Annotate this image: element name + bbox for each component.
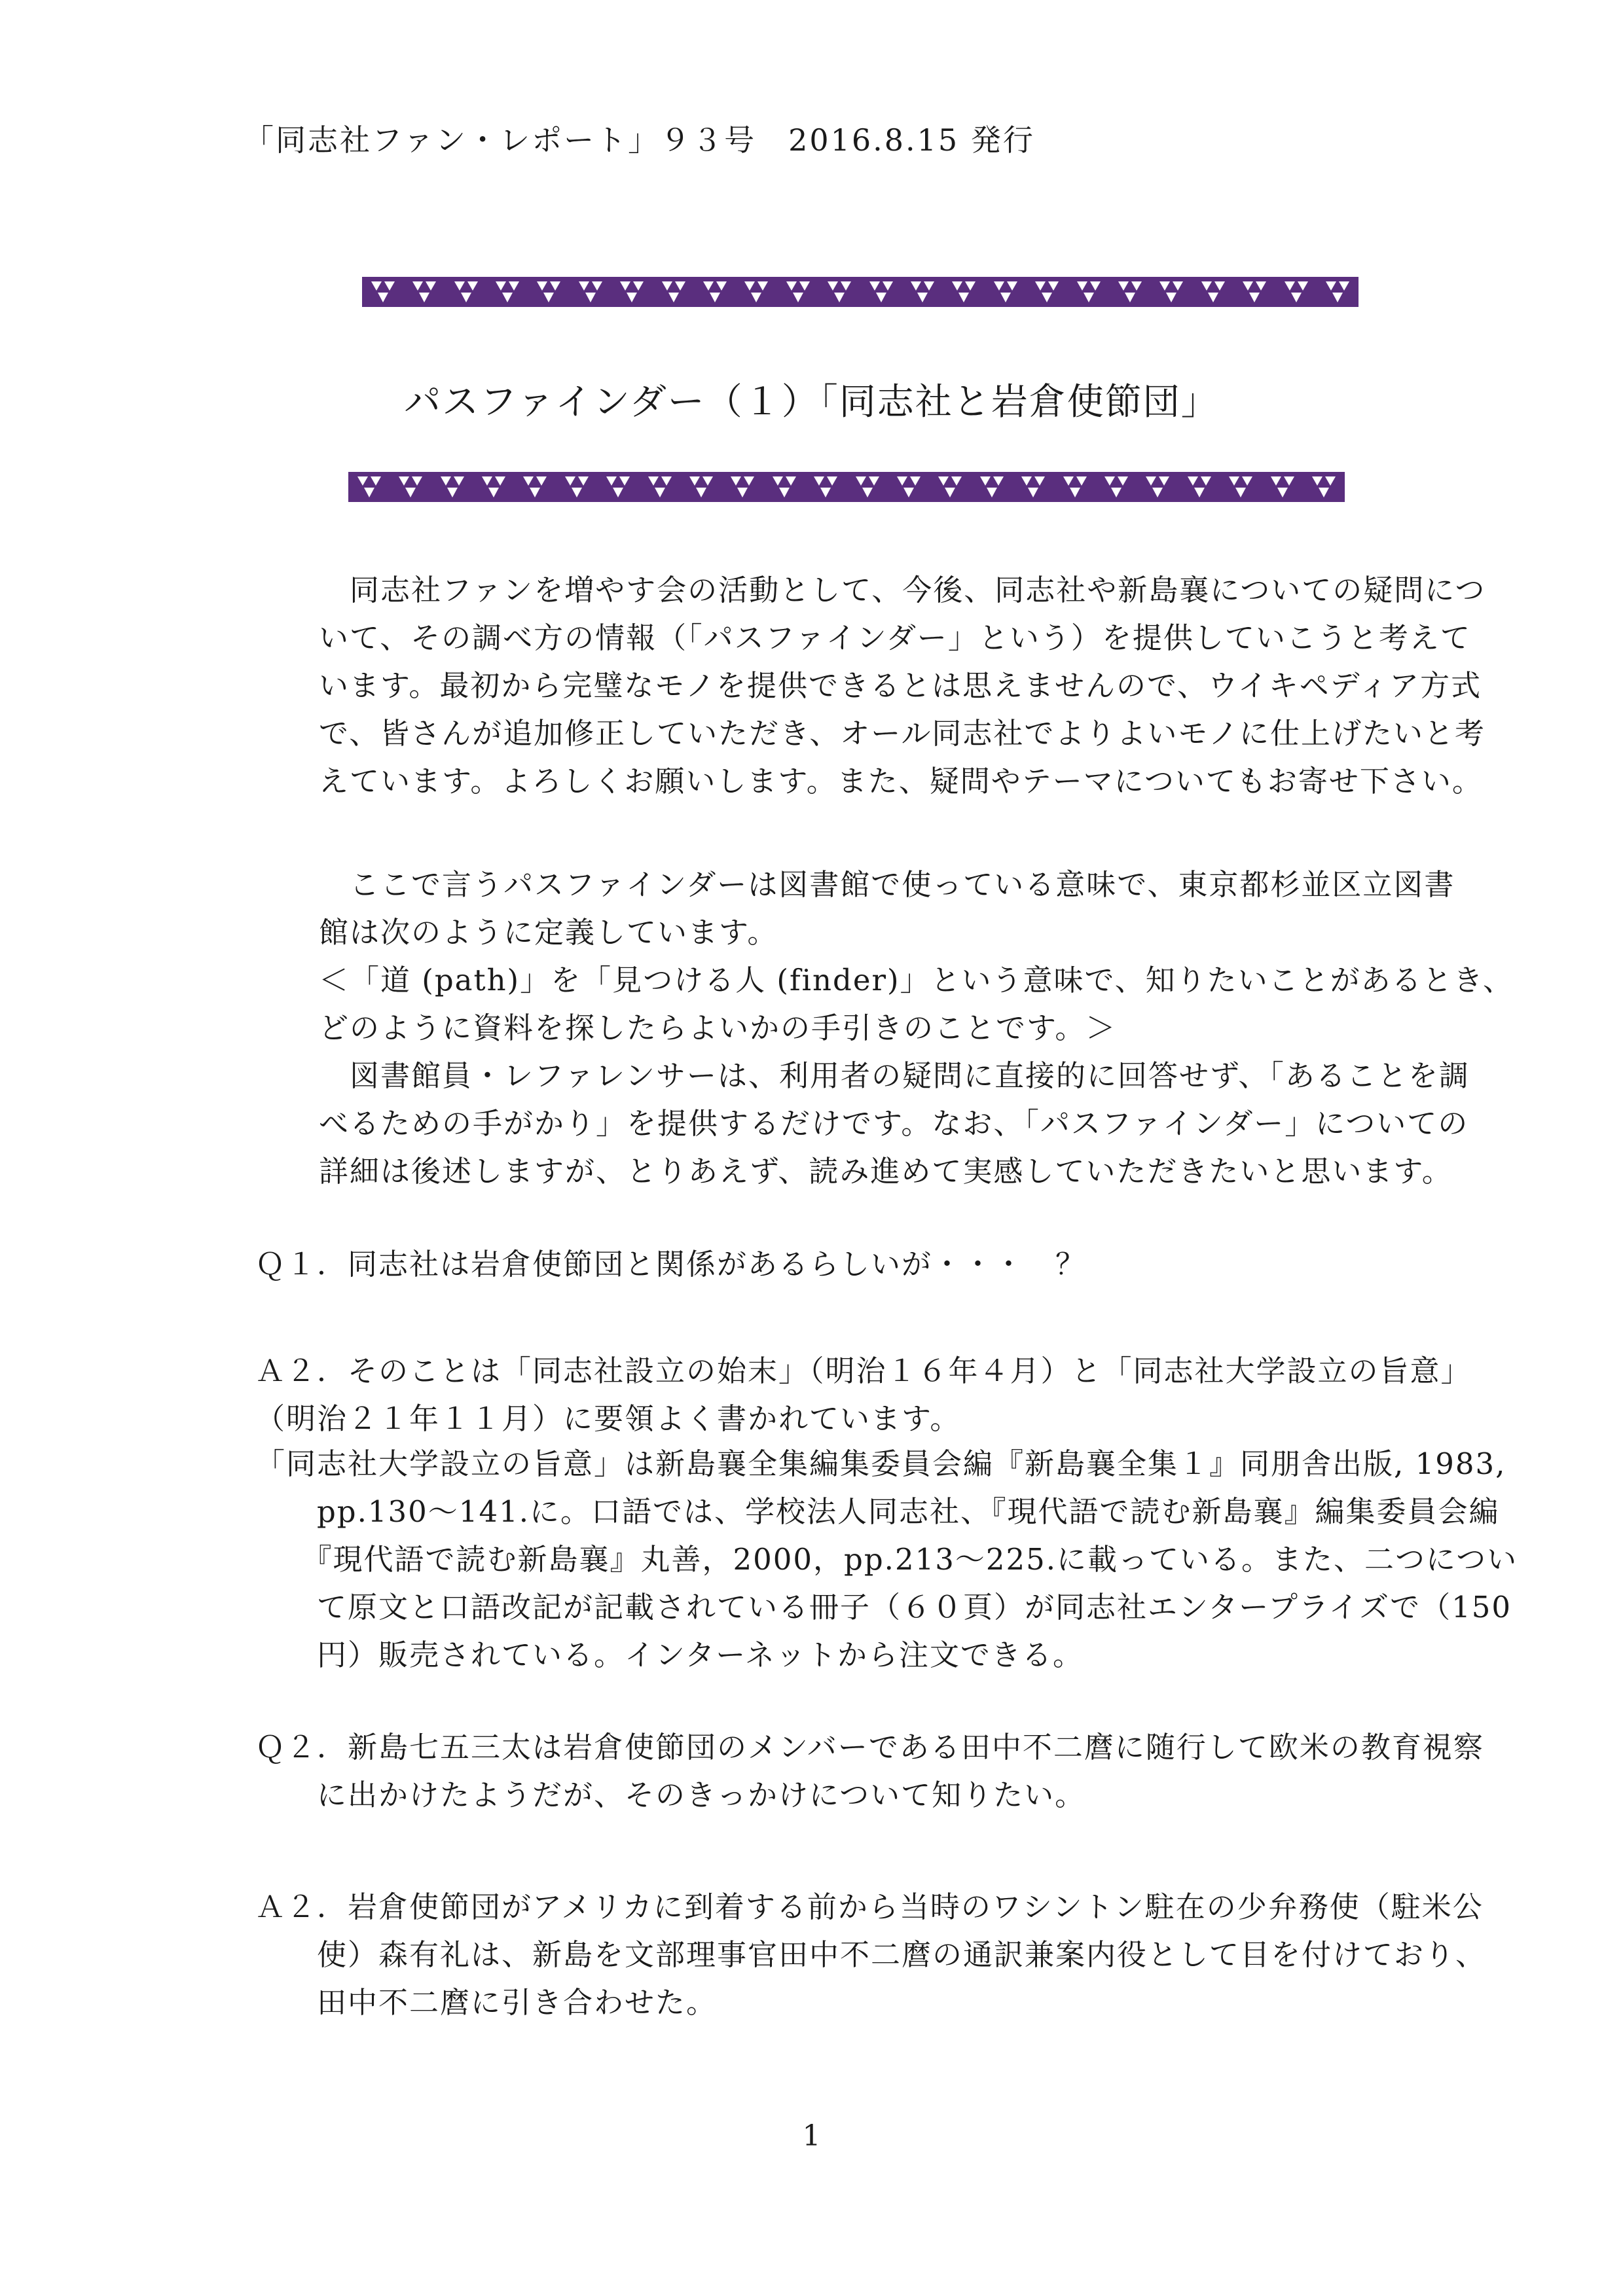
triple-triangle-crest-icon bbox=[977, 474, 1006, 500]
text-line: 「同志社大学設立の旨意」は新島襄全集編集委員会編『新島襄全集１』同朋舎出版, 1983, bbox=[255, 1446, 1506, 1481]
triple-triangle-crest-icon bbox=[811, 474, 840, 500]
triple-triangle-crest-icon bbox=[1019, 474, 1048, 500]
text-line: 詳細は後述しますが、とりあえず、読み進めて実感していただきたいと思います。 bbox=[319, 1154, 1453, 1189]
triple-triangle-crest-icon bbox=[770, 474, 799, 500]
reference-note bbox=[255, 1440, 1518, 1679]
triple-triangle-crest-icon bbox=[1061, 474, 1089, 500]
text-line: えています。よろしくお願いします。また、疑問やテーマについてもお寄せ下さい。 bbox=[319, 764, 1483, 798]
text-line: pp.130～141.に。口語では、学校法人同志社、『現代語で読む新島襄』編集委員会編 bbox=[255, 1494, 1500, 1529]
triple-triangle-crest-icon bbox=[825, 279, 854, 305]
triple-triangle-crest-icon bbox=[1102, 474, 1131, 500]
triple-triangle-crest-icon bbox=[1116, 279, 1144, 305]
triple-triangle-crest-icon bbox=[1240, 279, 1269, 305]
triple-triangle-crest-icon bbox=[853, 474, 882, 500]
triple-triangle-crest-icon bbox=[728, 474, 757, 500]
triple-triangle-crest-icon bbox=[438, 474, 467, 500]
triple-triangle-crest-icon bbox=[369, 279, 397, 305]
text-line: 図書館員・レファレンサーは、利用者の疑問に直接的に回答せず、「あることを調 bbox=[319, 1058, 1470, 1093]
decorative-band-bottom bbox=[348, 472, 1345, 502]
page-title: パスファインダー（１）「同志社と岩倉使節団」 bbox=[404, 381, 1219, 423]
triple-triangle-crest-icon bbox=[534, 279, 563, 305]
text-line: て原文と口語改記が記載されている冊子（６０頁）が同志社エンタープライズで（150 bbox=[255, 1590, 1512, 1624]
triple-triangle-crest-icon bbox=[1226, 474, 1255, 500]
text-line: 田中不二麿に引き合わせた。 bbox=[255, 1985, 718, 2020]
triple-triangle-crest-icon bbox=[520, 474, 549, 500]
triple-triangle-crest-icon bbox=[1143, 474, 1172, 500]
triple-triangle-crest-icon bbox=[867, 279, 896, 305]
text-line: います。最初から完璧なモノを提供できるとは思えませんので、ウイキペディア方式 bbox=[319, 668, 1482, 703]
triple-triangle-crest-icon bbox=[936, 474, 964, 500]
triple-triangle-crest-icon bbox=[687, 474, 716, 500]
triple-triangle-crest-icon bbox=[949, 279, 978, 305]
triple-triangle-crest-icon bbox=[396, 474, 425, 500]
triple-triangle-crest-icon bbox=[1309, 474, 1338, 500]
triple-triangle-crest-icon bbox=[1323, 279, 1352, 305]
triple-triangle-crest-icon bbox=[908, 279, 937, 305]
triple-triangle-crest-icon bbox=[784, 279, 812, 305]
question-1 bbox=[255, 1240, 1086, 1288]
triple-triangle-crest-icon bbox=[479, 474, 508, 500]
text-line: ここで言うパスファインダーは図書館で使っている意味で、東京都杉並区立図書 bbox=[319, 867, 1455, 902]
triple-triangle-crest-icon bbox=[452, 279, 481, 305]
question-text: Ｑ１．同志社は岩倉使節団と関係があるらしいが・・・ ？ bbox=[255, 1247, 1087, 1282]
triple-triangle-crest-icon bbox=[604, 474, 632, 500]
triple-triangle-crest-icon bbox=[1282, 279, 1311, 305]
text-line: 同志社ファンを増やす会の活動として、今後、同志社や新島襄についての疑問につ bbox=[319, 573, 1486, 607]
text-line: 館は次のように定義しています。 bbox=[319, 915, 778, 950]
triple-triangle-crest-icon bbox=[1032, 279, 1061, 305]
text-line: 使）森有礼は、新島を文部理事官田中不二麿の通訳兼案内役として目を付けており、 bbox=[255, 1937, 1487, 1972]
text-line: で、皆さんが追加修正していただき、オール同志社でよりよいモノに仕上げたいと考 bbox=[319, 716, 1486, 751]
triple-triangle-crest-icon bbox=[1074, 279, 1103, 305]
text-line: べるための手がかり」を提供するだけです。なお、「パスファインダー」についての bbox=[319, 1106, 1469, 1141]
decorative-band-top bbox=[362, 277, 1359, 307]
triple-triangle-crest-icon bbox=[1185, 474, 1214, 500]
question-2 bbox=[255, 1723, 1484, 1819]
text-line: に出かけたようだが、そのきっかけについて知りたい。 bbox=[255, 1778, 1086, 1812]
intro-paragraph bbox=[319, 566, 1486, 805]
answer-1 bbox=[255, 1347, 1472, 1443]
text-line: Ａ２．岩倉使節団がアメリカに到着する前から当時のワシントン駐在の少弁務使（駐米公 bbox=[255, 1890, 1484, 1924]
report-header: 「同志社ファン・レポート」９３号 2016.8.15 発行 bbox=[244, 122, 1035, 158]
page-number: 1 bbox=[802, 2119, 821, 2153]
triple-triangle-crest-icon bbox=[562, 474, 591, 500]
triple-triangle-crest-icon bbox=[742, 279, 771, 305]
triple-triangle-crest-icon bbox=[576, 279, 605, 305]
text-line: 『現代語で読む新島襄』丸善，2000，pp.213～225.に載っている。また、二つについ bbox=[255, 1542, 1518, 1577]
text-line: どのように資料を探したらよいかの手引きのことです。＞ bbox=[319, 1011, 1117, 1045]
triple-triangle-crest-icon bbox=[701, 279, 729, 305]
triple-triangle-crest-icon bbox=[355, 474, 384, 500]
text-line: Ｑ２．新島七五三太は岩倉使節団のメンバーである田中不二麿に随行して欧米の教育視察 bbox=[255, 1730, 1484, 1765]
text-line: ＜「道 (path)」を「見つける人 (finder)」という意味で、知りたいことがあるとき、 bbox=[319, 963, 1514, 997]
triple-triangle-crest-icon bbox=[1157, 279, 1186, 305]
definition-paragraph bbox=[319, 861, 1514, 1195]
triple-triangle-crest-icon bbox=[410, 279, 439, 305]
text-line: いて、その調べ方の情報（「パスファインダー」という）を提供していこうと考えて bbox=[319, 620, 1471, 655]
triple-triangle-crest-icon bbox=[659, 279, 688, 305]
text-line: Ａ２．そのことは「同志社設立の始末」（明治１６年４月）と「同志社大学設立の旨意」 bbox=[255, 1354, 1472, 1388]
triple-triangle-crest-icon bbox=[493, 279, 522, 305]
triple-triangle-crest-icon bbox=[617, 279, 646, 305]
text-line: （明治２１年１１月）に要領よく書かれています。 bbox=[255, 1401, 961, 1436]
triple-triangle-crest-icon bbox=[1199, 279, 1228, 305]
triple-triangle-crest-icon bbox=[991, 279, 1020, 305]
text-line: 円）販売されている。インターネットから注文できる。 bbox=[255, 1638, 1084, 1672]
answer-2 bbox=[255, 1883, 1486, 2026]
triple-triangle-crest-icon bbox=[894, 474, 923, 500]
triple-triangle-crest-icon bbox=[646, 474, 674, 500]
triple-triangle-crest-icon bbox=[1268, 474, 1297, 500]
